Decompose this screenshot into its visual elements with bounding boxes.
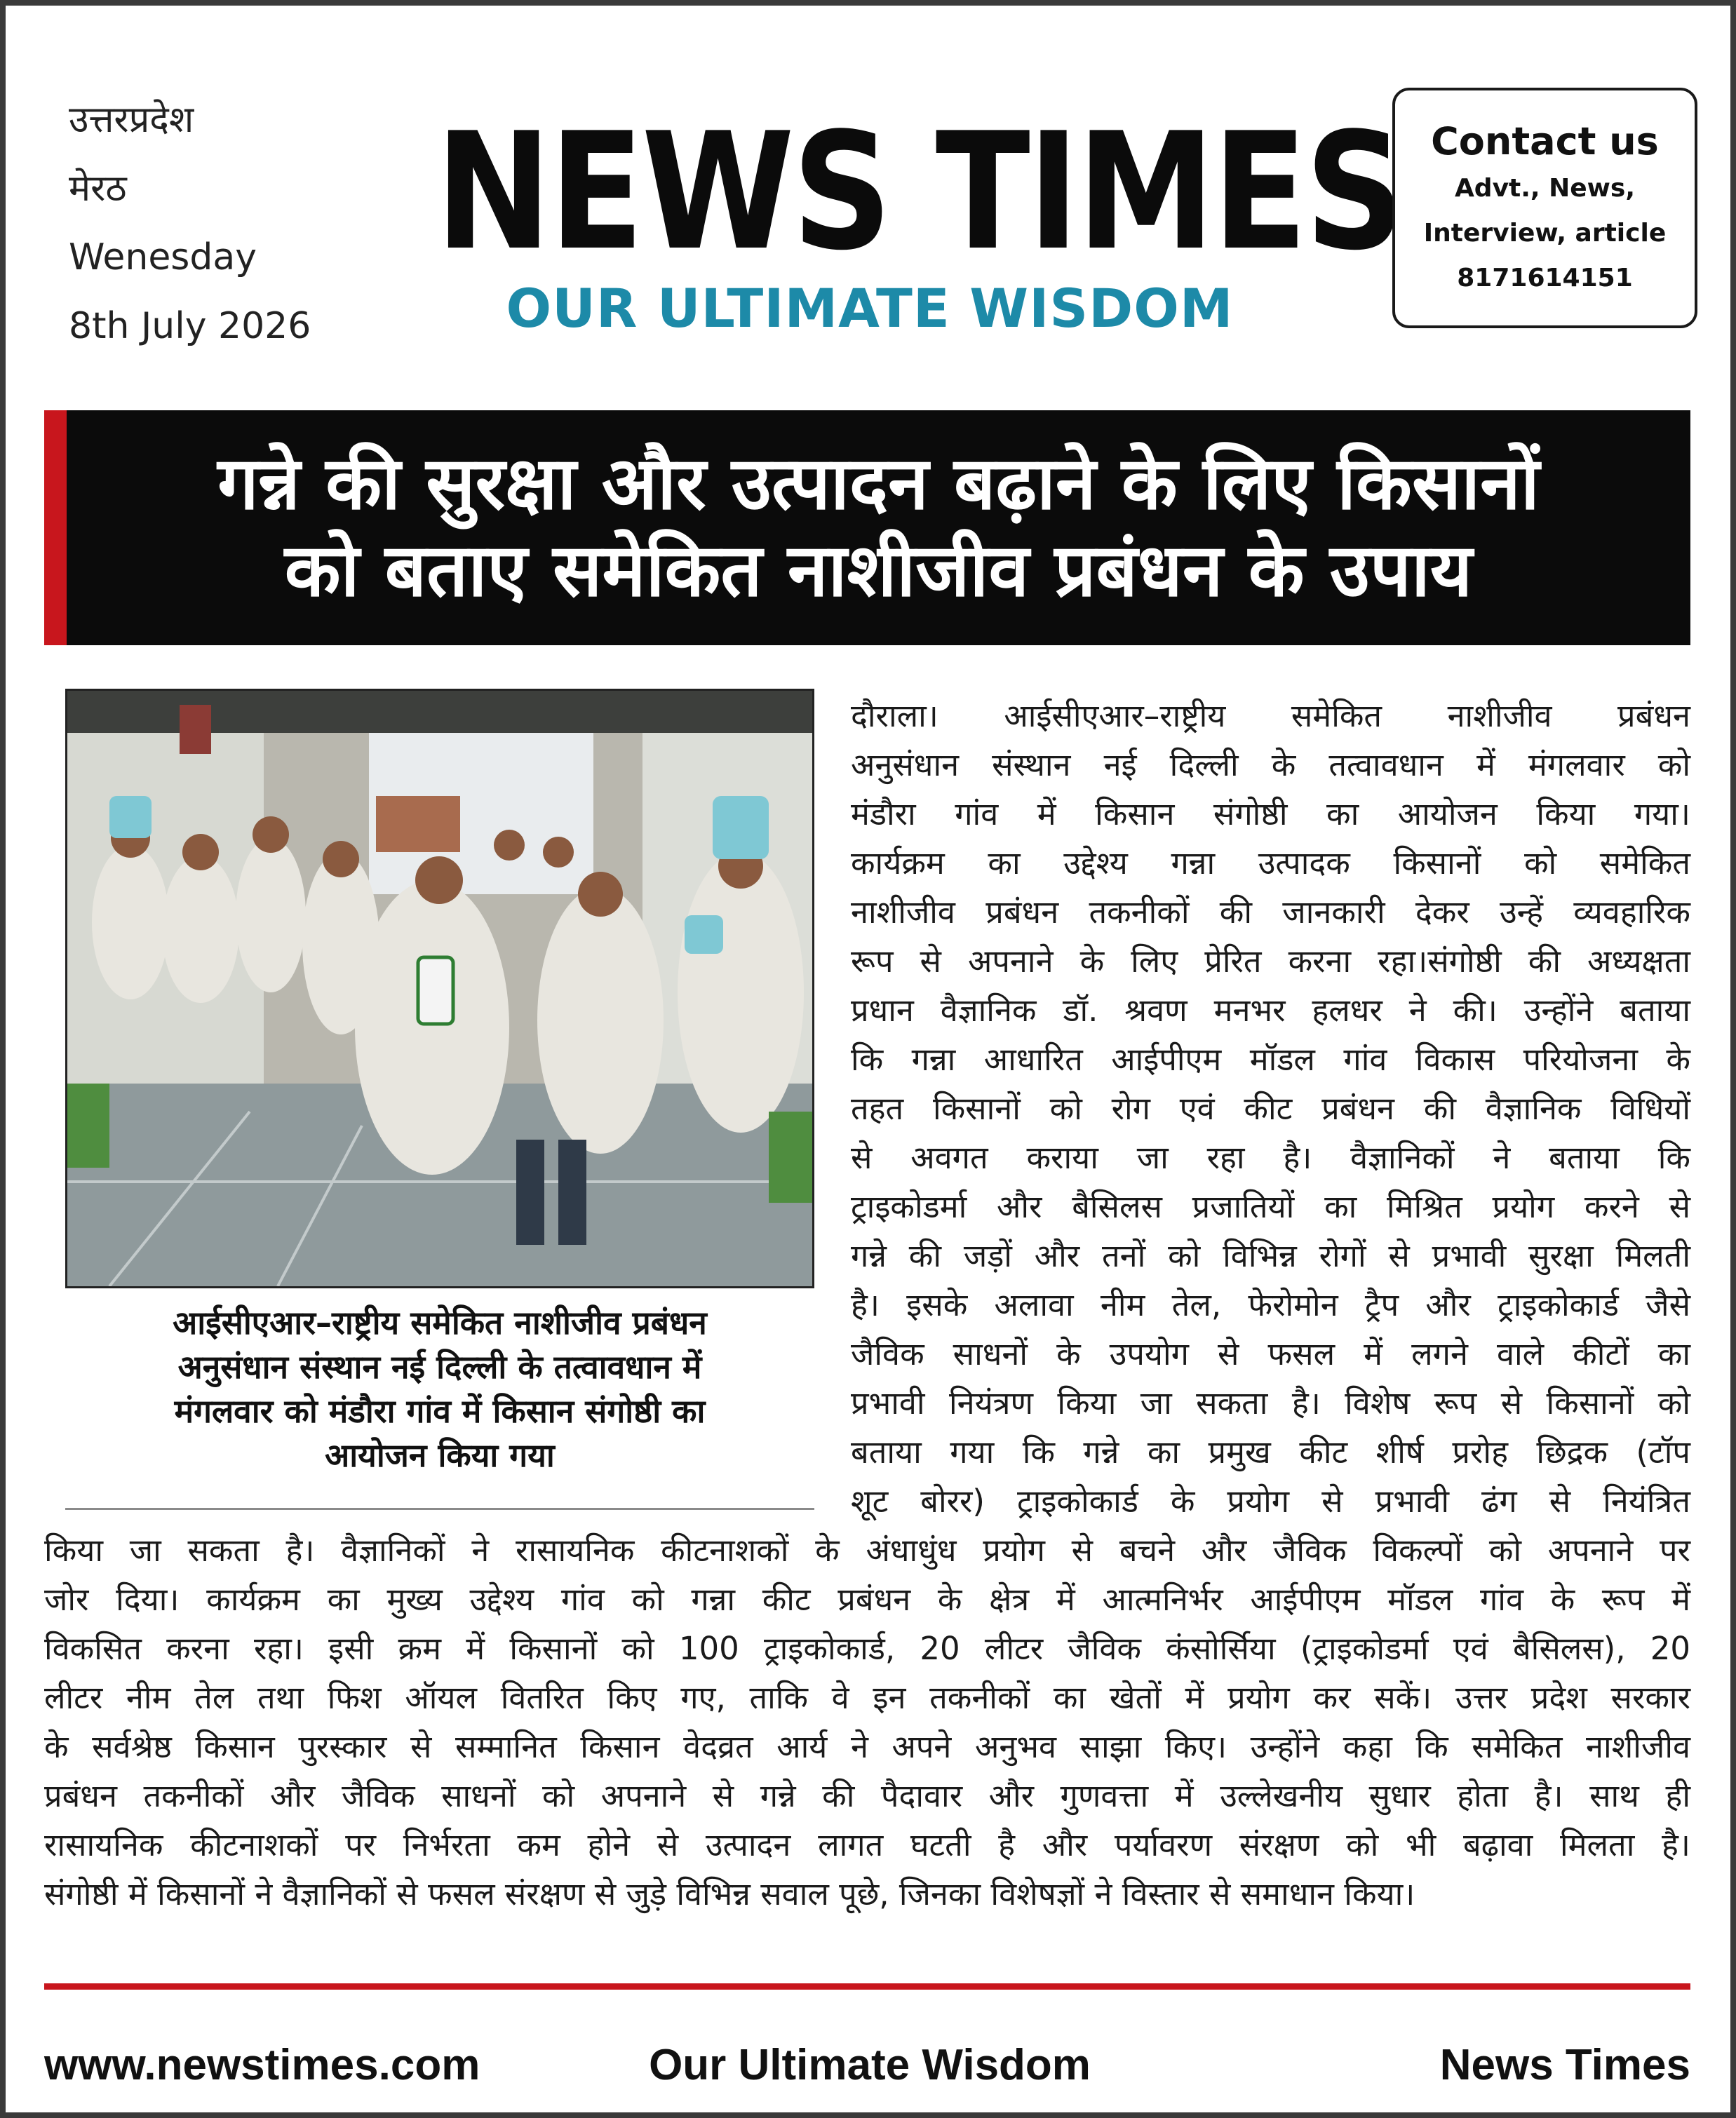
footer-divider	[44, 1983, 1690, 1990]
article-line: मंडौरा गांव में किसान संगोष्ठी का आयोजन किया गया।	[851, 795, 1690, 832]
contact-services-line: Advt., News,	[1454, 174, 1636, 203]
footer-website-link[interactable]: www.newstimes.com	[44, 2041, 480, 2089]
footer-brand: News Times	[1439, 2041, 1690, 2089]
article-line: दौराला। आईसीएआर–राष्ट्रीय समेकित नाशीजीव प्रबंधन	[851, 697, 1690, 734]
photo-illustration	[67, 691, 812, 1286]
article-line: है। इसके अलावा नीम तेल, फेरोमोन ट्रैप और ट्राइकोकार्ड जैसे	[851, 1286, 1690, 1323]
article-line: नाशीजीव प्रबंधन तकनीकों की जानकारी देकर उन्हें व्यवहारिक	[851, 893, 1690, 931]
dateline-day: Wenesday	[69, 236, 257, 278]
article-line: ट्राइकोडर्मा और बैसिलस प्रजातियों का मिश्रित प्रयोग करने से	[851, 1188, 1690, 1225]
photo-caption	[65, 1301, 814, 1478]
dateline-date: 8th July 2026	[69, 305, 311, 347]
article-line: से अवगत कराया जा रहा है। वैज्ञानिकों ने बताया कि	[851, 1139, 1690, 1176]
contact-title: Contact us	[1431, 119, 1659, 163]
dateline-state: उत्तरप्रदेश	[69, 99, 194, 141]
article-line: प्रभावी नियंत्रण किया जा सकता है। विशेष रूप से किसानों को	[851, 1384, 1690, 1422]
caption-line: आयोजन किया गया	[325, 1436, 555, 1474]
article-line: जैविक साधनों के उपयोग से फसल में लगने वाले कीटों का	[851, 1335, 1690, 1372]
article-line: तहत किसानों को रोग एवं कीट प्रबंधन की वैज्ञानिक विधियों	[851, 1090, 1690, 1127]
article-line: बताया गया कि गन्ने का प्रमुख कीट शीर्ष प्ररोह छिद्रक (टॉप	[851, 1434, 1690, 1471]
headline-band	[44, 410, 1690, 645]
article-line: गन्ने की जड़ों और तनों को विभिन्न रोगों से प्रभावी सुरक्षा मिलती	[851, 1237, 1690, 1274]
article-line: लीटर नीम तेल तथा फिश ऑयल वितरित किए गए, ताकि वे इन तकनीकों का खेतों में प्रयोग कर सकें। उत्तर प्रदेश सरकार	[44, 1679, 1690, 1716]
article-line: के सर्वश्रेष्ठ किसान पुरस्कार से सम्मानित किसान वेदव्रत आर्य ने अपने अनुभव साझा किए। उन्होंने कहा कि समेकित नाशीजीव	[44, 1728, 1690, 1765]
contact-services-line-2: Interview, article	[1423, 219, 1667, 248]
article-line: रासायनिक कीटनाशकों पर निर्भरता कम होने से उत्पादन लागत घटती है और पर्यावरण संरक्षण को भी बढ़ावा मिलता है।	[44, 1826, 1690, 1863]
masthead-tagline: OUR ULTIMATE WISDOM	[506, 277, 1234, 339]
contact-box	[1392, 88, 1697, 328]
article-line: किया जा सकता है। वैज्ञानिकों ने रासायनिक कीटनाशकों के अंधाधुंध प्रयोग से बचने और जैविक विकल्पों को अपनाने पर	[44, 1532, 1690, 1569]
article-line: विकसित करना रहा। इसी क्रम में किसानों को 100 ट्राइकोकार्ड, 20 लीटर जैविक कंसोर्सिया (ट्राइकोडर्मा एवं बैसिलस), 20	[44, 1630, 1690, 1667]
article-line: प्रबंधन तकनीकों और जैविक साधनों को अपनाने से गन्ने की पैदावार और गुणवत्ता में उल्लेखनीय सुधार होता है। साथ ही	[44, 1777, 1690, 1814]
article-line: प्रधान वैज्ञानिक डॉ. श्रवण मनभर हलधर ने की। उन्होंने बताया	[851, 992, 1690, 1029]
footer-tagline: Our Ultimate Wisdom	[649, 2041, 1091, 2089]
caption-divider	[65, 1508, 814, 1510]
article-line: रूप से अपनाने के लिए प्रेरित करना रहा।संगोष्ठी की अध्यक्षता	[851, 943, 1690, 980]
article-line: शूट बोरर) ट्राइकोकार्ड के प्रयोग से प्रभावी ढंग से नियंत्रित	[851, 1483, 1690, 1520]
caption-line: आईसीएआर–राष्ट्रीय समेकित नाशीजीव प्रबंधन	[173, 1304, 707, 1342]
dateline-city: मेरठ	[69, 168, 127, 210]
article-line: कि गन्ना आधारित आईपीएम मॉडल गांव विकास परियोजना के	[851, 1041, 1690, 1078]
headline-line-2: को बताए समेकित नाशीजीव प्रबंधन के उपाय	[284, 527, 1473, 613]
article-line: कार्यक्रम का उद्देश्य गन्ना उत्पादक किसानों को समेकित	[851, 844, 1690, 882]
headline-line-1: गन्ने की सुरक्षा और उत्पादन बढ़ाने के लिए किसानों	[217, 440, 1540, 526]
masthead-title: NEWS TIMES	[435, 99, 1403, 286]
caption-line: अनुसंधान संस्थान नई दिल्ली के तत्वावधान में	[177, 1348, 702, 1386]
article-line: संगोष्ठी में किसानों ने वैज्ञानिकों से फसल संरक्षण से जुड़े विभिन्न सवाल पूछे, जिनका विशेषज्ञों ने विस्तार से समाधान किया।	[44, 1875, 1415, 1913]
dateline	[69, 86, 363, 360]
article-line: अनुसंधान संस्थान नई दिल्ली के तत्वावधान में मंगलवार को	[851, 746, 1690, 783]
article-photo	[65, 689, 814, 1288]
caption-line: मंगलवार को मंडौरा गांव में किसान संगोष्ठी का	[174, 1392, 706, 1430]
contact-phone: 8171614151	[1457, 264, 1633, 292]
article-line: जोर दिया। कार्यक्रम का मुख्य उद्देश्य गांव को गन्ना कीट प्रबंधन के क्षेत्र में आत्मनिर्भर आईपीएम मॉडल गांव के रूप में	[44, 1581, 1690, 1618]
